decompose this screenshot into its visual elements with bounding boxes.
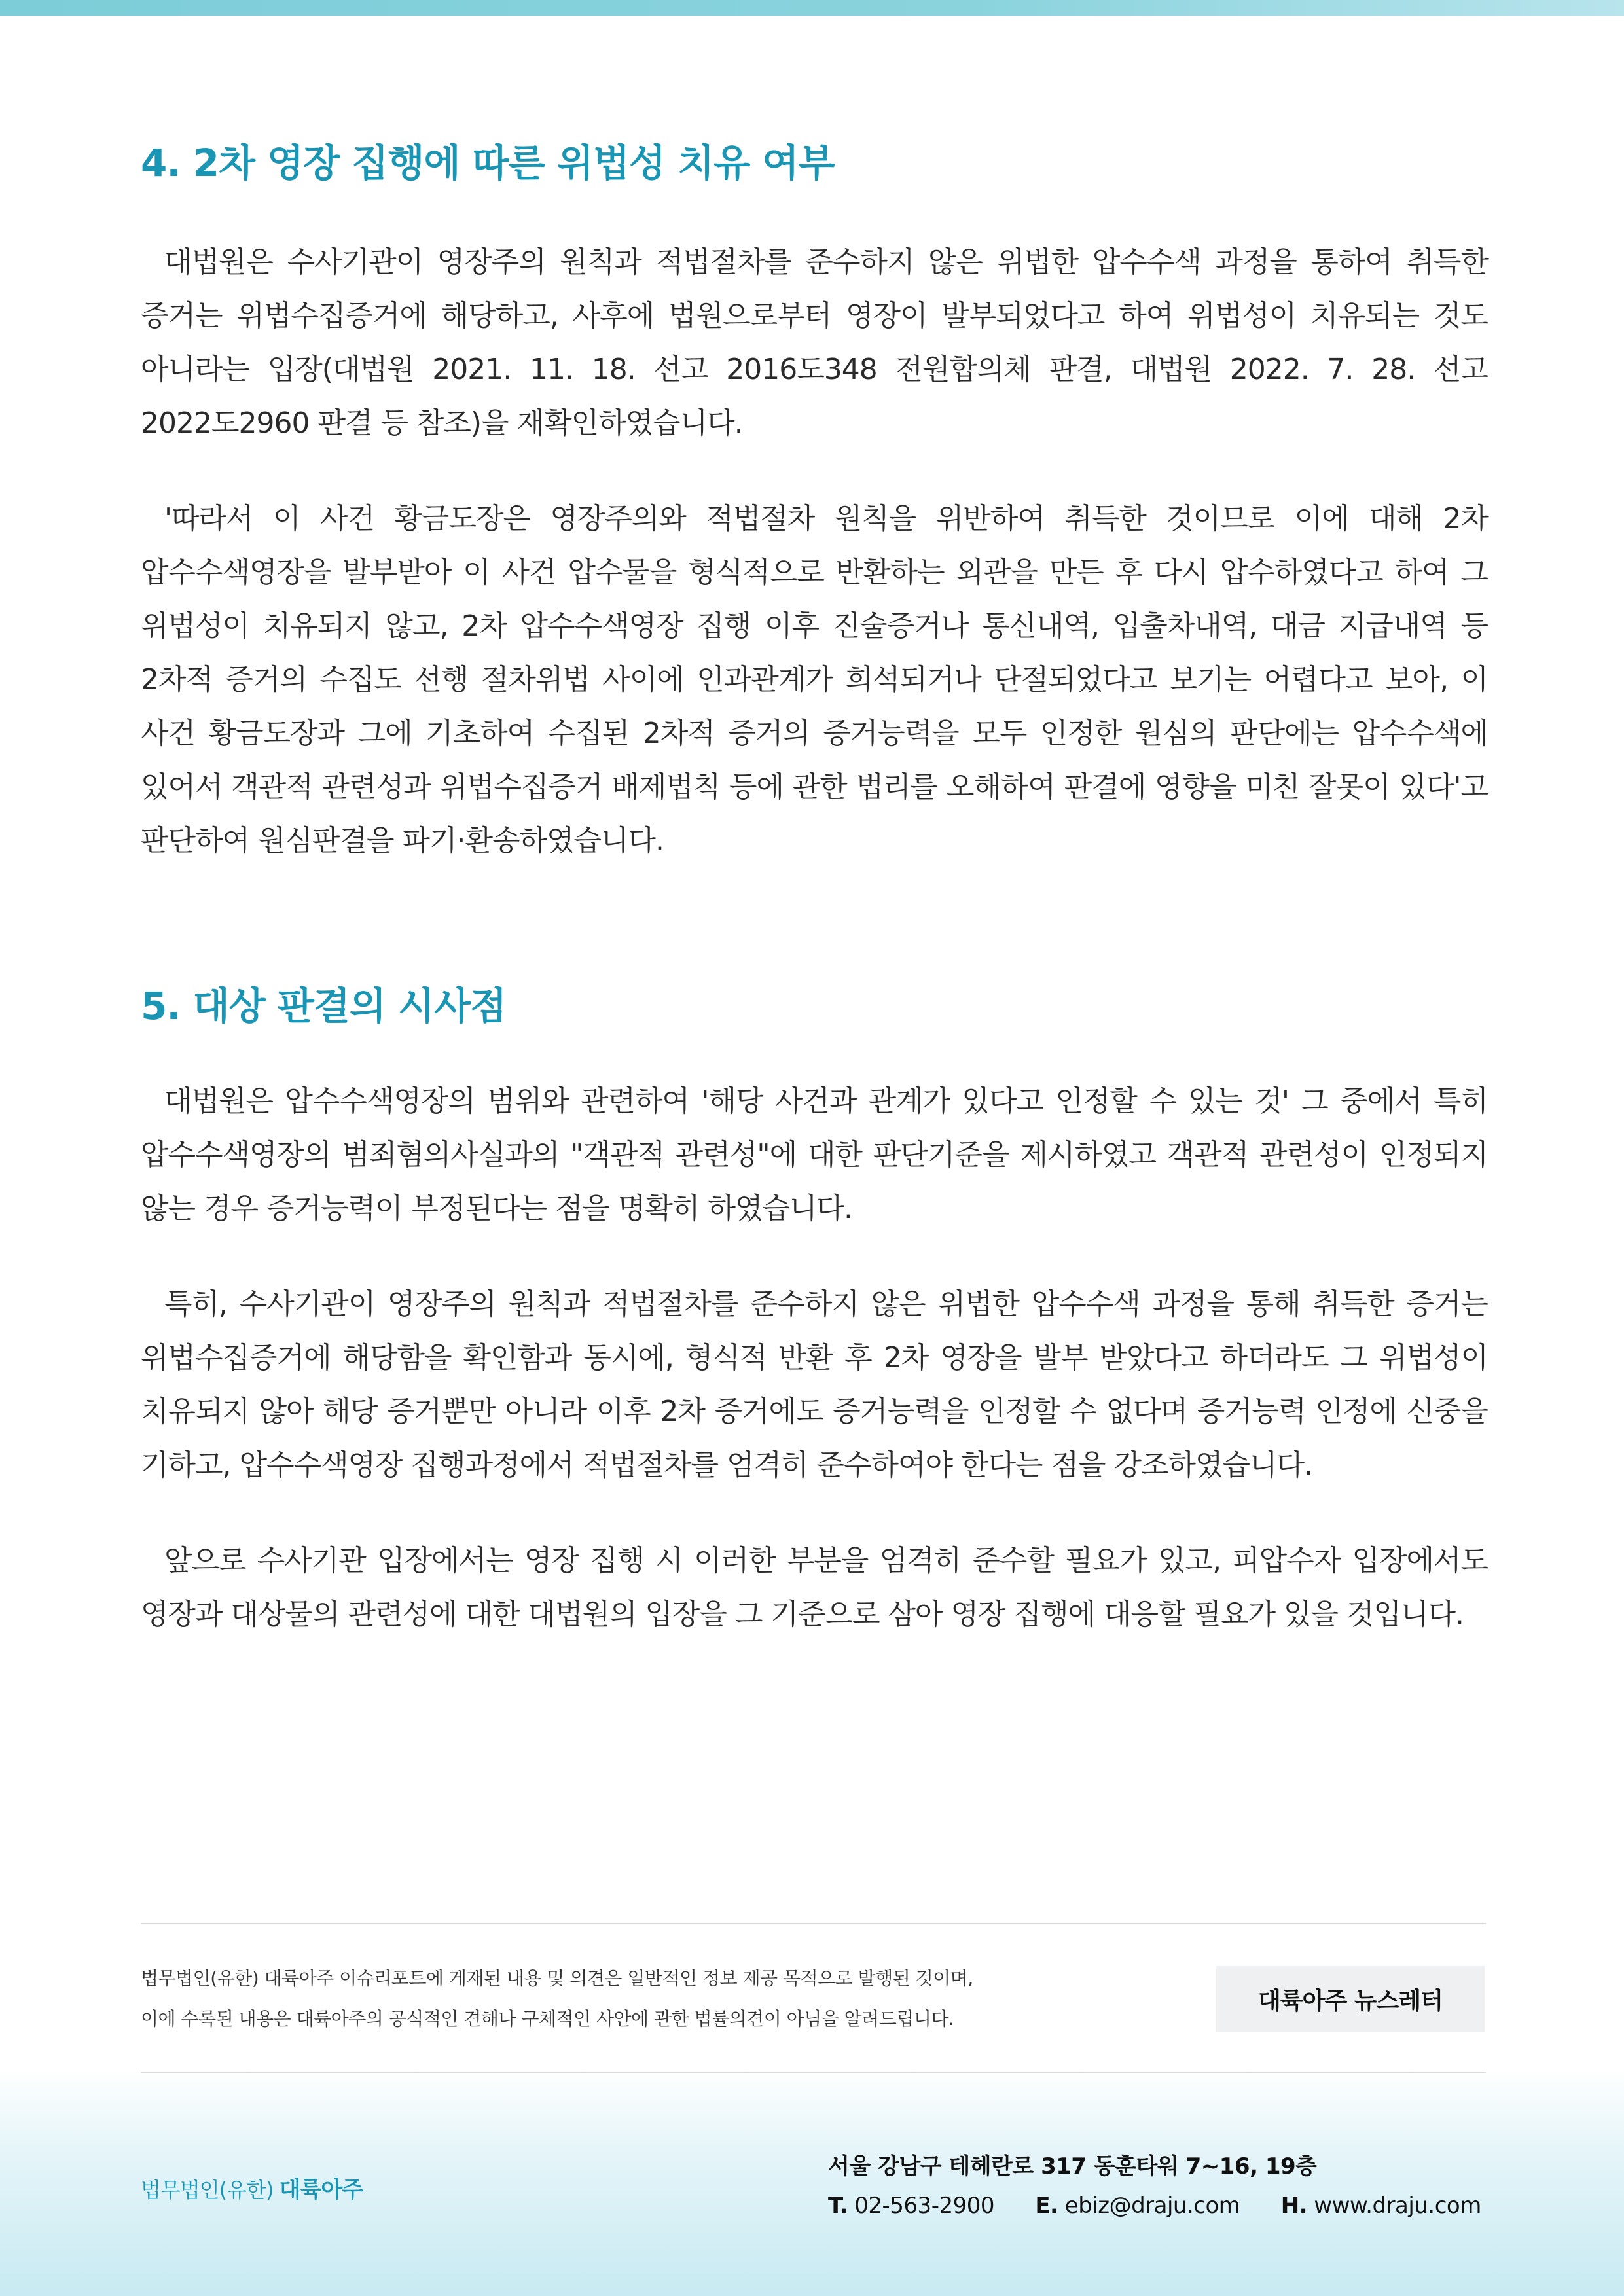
section-5-heading: 5. 대상 판결의 시사점 — [141, 984, 507, 1028]
homepage-key: H. — [1280, 2193, 1308, 2219]
top-accent-bar — [0, 0, 1624, 16]
phone-key: T. — [828, 2193, 848, 2219]
homepage-link[interactable]: www.draju.com — [1314, 2193, 1481, 2219]
disclaimer-line-1: 법무법인(유한) 대륙아주 이슈리포트에 게재된 내용 및 의견은 일반적인 정보 제공 목적으로 발행된 것이며, — [141, 1967, 973, 1989]
contact-info — [828, 2147, 1489, 2225]
section-5-paragraph-2: 특히, 수사기관이 영장주의 원칙과 적법절차를 준수하지 않은 위법한 압수수색 과정을 통해 취득한 증거는 위법수집증거에 해당함을 확인함과 동시에, 형식적 반환 후 2차 영장을 발부 받았다고 하더라도 그 위법성이 치유되지 않아 해당 증거뿐만 아니라 이후 2차 증거에도 증거능력을 인정할 수 없다며 증거능력 인정에 신중을 기하고, 압수수색영장 집행과정에서 적법절차를 엄격히 준수하여야 한다는 점을 강조하였습니다. — [141, 1287, 1488, 1482]
section-5-paragraph-3: 앞으로 수사기관 입장에서는 영장 집행 시 이러한 부분을 엄격히 준수할 필요가 있고, 피압수자 입장에서도 영장과 대상물의 관련성에 대한 대법원의 입장을 그 기준으로 삼아 영장 집행에 대응할 필요가 있을 것입니다. — [141, 1544, 1488, 1631]
firm-logo-prefix: 법무법인(유한) — [141, 2178, 274, 2202]
divider-top — [141, 1923, 1486, 1924]
section-5-paragraph-1: 대법원은 압수수색영장의 범위와 관련하여 '해당 사건과 관계가 있다고 인정할 수 있는 것' 그 중에서 특히 압수수색영장의 범죄혐의사실과의 "객관적 관련성"에 대한 판단기준을 제시하였고 객관적 관련성이 인정되지 않는 경우 증거능력이 부정된다는 점을 명확히 하였습니다. — [141, 1085, 1488, 1225]
section-4-heading: 4. 2차 영장 집행에 따른 위법성 치유 여부 — [141, 141, 835, 185]
firm-logo-name: 대륙아주 — [279, 2177, 363, 2203]
section-4-paragraph-1: 대법원은 수사기관이 영장주의 원칙과 적법절차를 준수하지 않은 위법한 압수수색 과정을 통하여 취득한 증거는 위법수집증거에 해당하고, 사후에 법원으로부터 영장이 발부되었다고 하여 위법성이 치유되는 것도 아니라는 입장(대법원 2021. 11. 18. 선고 2016도348 전원합의체 판결, 대법원 2022. 7. 28. 선고 2022도2960 판결 등 참조)을 재확인하였습니다. — [141, 245, 1488, 440]
disclaimer-line-2: 이에 수록된 내용은 대륙아주의 공식적인 견해나 구체적인 사안에 관한 법률의견이 아님을 알려드립니다. — [141, 2008, 954, 2030]
email-key: E. — [1035, 2193, 1058, 2219]
firm-logo — [141, 2172, 363, 2204]
divider-bottom — [141, 2072, 1486, 2073]
homepage-item — [1281, 2193, 1481, 2219]
phone-number[interactable]: 02-563-2900 — [854, 2193, 994, 2219]
section-4-paragraph-2: '따라서 이 사건 황금도장은 영장주의와 적법절차 원칙을 위반하여 취득한 것이므로 이에 대해 2차 압수수색영장을 발부받아 이 사건 압수물을 형식적으로 반환하는 외관을 만든 후 다시 압수하였다고 하여 그 위법성이 치유되지 않고, 2차 압수수색영장 집행 이후 진술증거나 통신내역, 입출차내역, 대금 지급내역 등 2차적 증거의 수집도 선행 절차위법 사이에 인과관계가 희석되거나 단절되었다고 보기는 어렵다고 보아, 이 사건 황금도장과 그에 기초하여 수집된 2차적 증거의 증거능력을 모두 인정한 원심의 판단에는 압수수색에 있어서 객관적 관련성과 위법수집증거 배제법칙 등에 관한 법리를 오해하여 판결에 영향을 미친 잘못이 있다'고 판단하여 원심판결을 파기·환송하였습니다. — [141, 502, 1489, 857]
email-link[interactable]: ebiz@draju.com — [1064, 2193, 1240, 2219]
contact-row — [828, 2186, 1489, 2225]
office-address: 서울 강남구 테헤란로 317 동훈타워 7~16, 19층 — [828, 2153, 1317, 2179]
phone-item — [828, 2193, 994, 2219]
email-item — [1035, 2193, 1240, 2219]
disclaimer — [141, 1958, 1123, 2039]
newsletter-button[interactable]: 대륙아주 뉴스레터 — [1216, 1966, 1485, 2032]
